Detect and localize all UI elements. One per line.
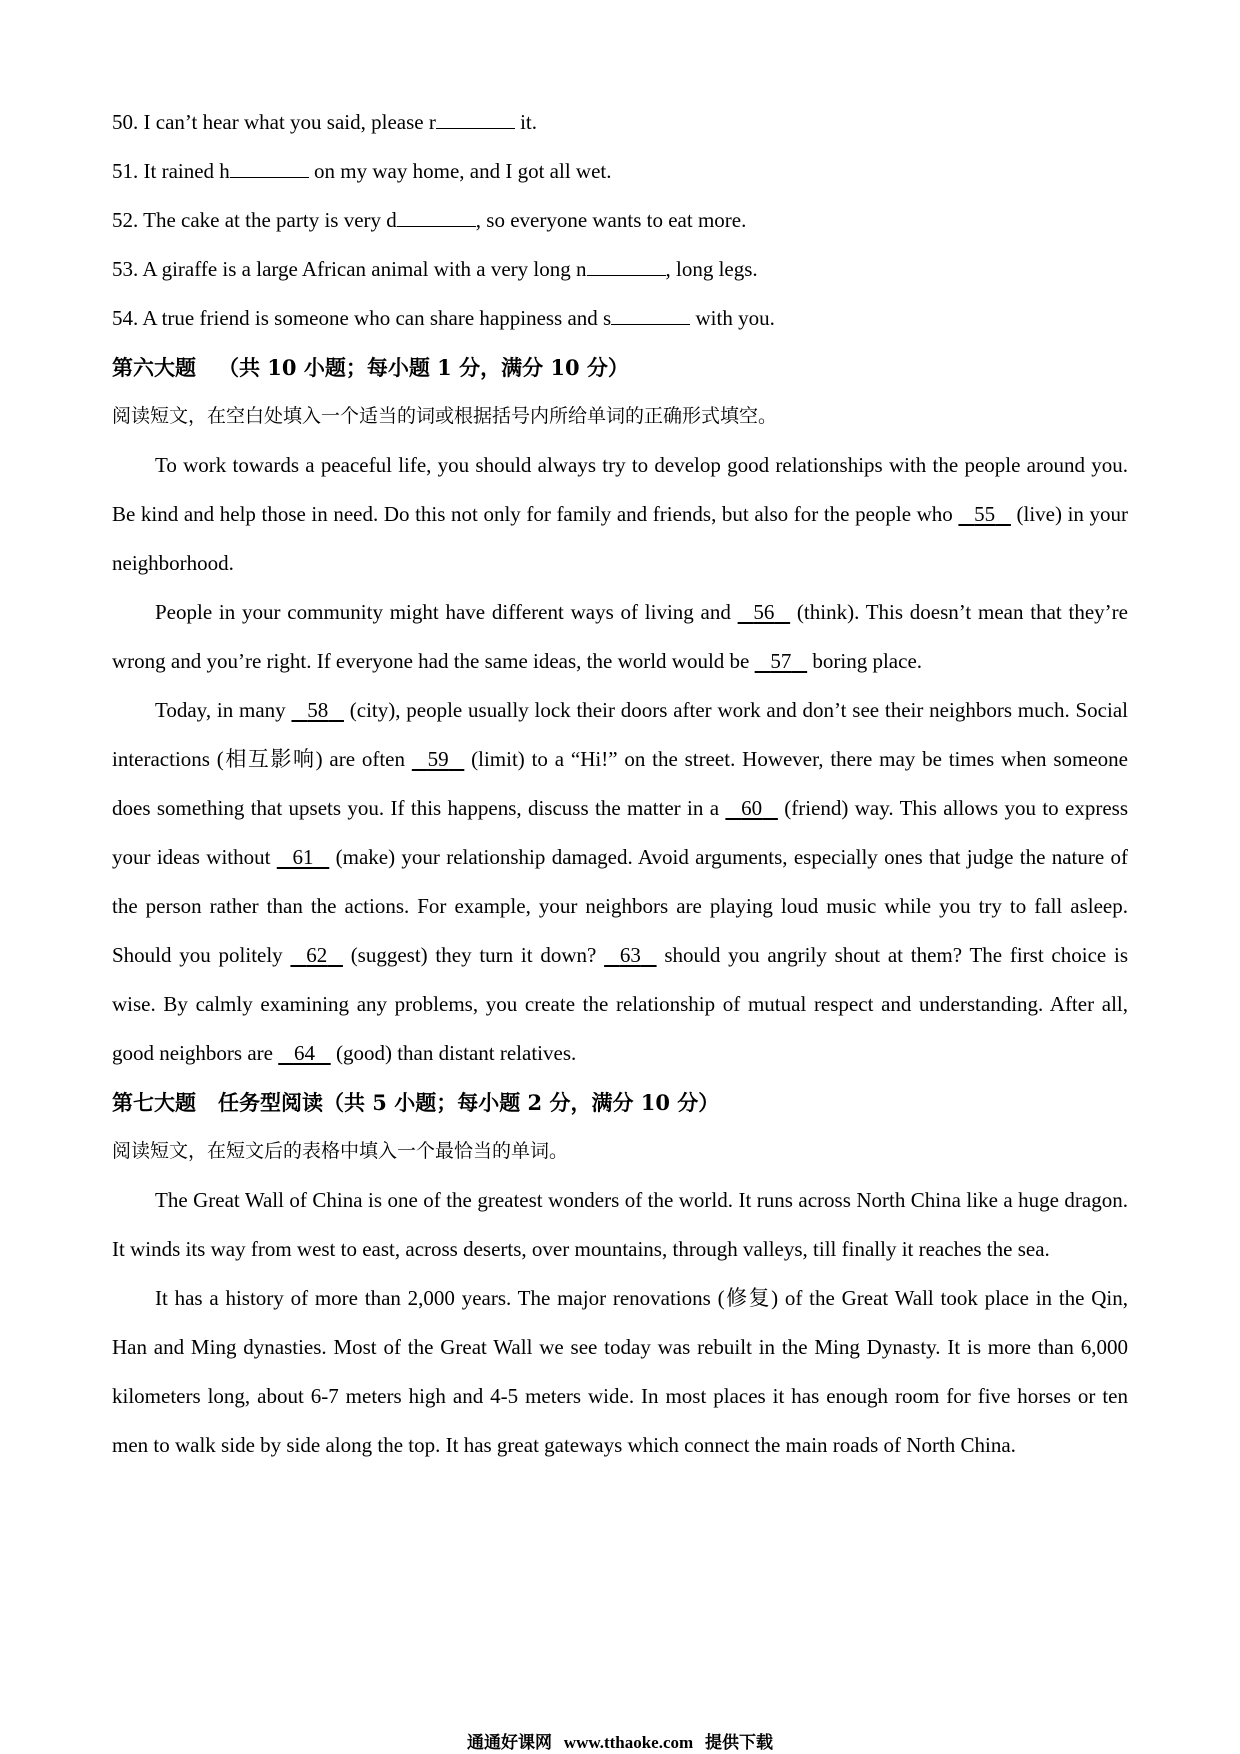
blank-57: 57 [770,649,792,673]
section7-instruction: 阅读短文，在短文后的表格中填入一个最恰当的单词。 [112,1140,569,1162]
blank-56: 56 [753,600,775,624]
blank-58: 58 [307,698,329,722]
section6-heading: 第六大题 （共 10 小题；每小题 1 分，满分 10 分） [112,355,629,380]
blank-64: 64 [293,1041,315,1065]
answer-blank [230,159,309,178]
answer-blank [397,208,476,227]
question-51: 51. It rained h on my way home, and I got all wet. [112,159,612,183]
blank-55: 55 [974,502,996,526]
section6-instruction: 阅读短文，在空白处填入一个适当的词或根据括号内所给单词的正确形式填空。 [112,405,778,427]
question-50: 50. I can’t hear what you said, please r it. [112,110,538,134]
page-content [112,98,1128,1470]
answer-blank [611,306,690,325]
answer-blank [436,110,515,129]
paragraph-1: To work towards a peaceful life, you should always try to develop good relationships with the people around you. Be kind and help those in need. Do this not only for family and friends, but also for the people who 55 (live) in your neighborhood. [112,453,1128,575]
paragraph-1: The Great Wall of China is one of the greatest wonders of the world. It runs across North China like a huge dragon. It winds its way from west to east, across deserts, over mountains, through valleys, till finally it reaches the sea. [112,1188,1128,1261]
section7-heading: 第七大题 任务型阅读（共 5 小题；每小题 2 分，满分 10 分） [112,1090,720,1115]
page-footer: 通通好课网 www.tthaoke.com 提供下载 [466,1733,774,1753]
blank-62: 62 [306,943,328,967]
blank-63: 63 [619,943,641,967]
question-53: 53. A giraffe is a large African animal with a very long n , long legs. [112,257,758,281]
footer-url[interactable]: www.tthaoke.com [563,1733,694,1752]
blank-60: 60 [741,796,763,820]
section6-passage [112,441,1128,1078]
question-52: 52. The cake at the party is very d , so everyone wants to eat more. [112,208,747,232]
question-54: 54. A true friend is someone who can share happiness and s with you. [112,306,775,330]
blank-59: 59 [427,747,449,771]
paragraph-2: People in your community might have different ways of living and 56 (think). This doesn’t mean that they’re wrong and you’re right. If everyone had the same ideas, the world would be 57 boring place. [112,588,1128,686]
paragraph-2: It has a history of more than 2,000 years. The major renovations (修复) of the Great Wall took place in the Qin, Han and Ming dynasties. Most of the Great Wall we see today was rebuilt in the Ming Dynasty. It is more than 6,000 kilometers long, about 6-7 meters high and 4-5 meters wide. In most places it has enough room for five horses or ten men to walk side by side along the top. It has great gateways which connect the main roads of North China. [112,1286,1128,1457]
answer-blank [587,257,666,276]
section7-passage [112,1176,1128,1470]
paragraph-3: Today, in many 58 (city), people usually lock their doors after work and don’t see their neighbors much. Social interactions (相互影响) are often 59 (limit) to a “Hi!” on the street. However, there may be times when someone does something that upsets you. If this happens, discuss the matter in a 60 (friend) way. This allows you to express your ideas without 61 (make) your relationship damaged. Avoid arguments, especially ones that judge the nature of the person rather than the actions. For example, your neighbors are playing loud music while you try to fall asleep. Should you politely 62 (suggest) they turn it down? 63 should you angrily shout at them? The first choice is wise. By calmly examining any problems, you create the relationship of mutual respect and understanding. After all, good neighbors are 64 (good) than distant relatives. [112,686,1128,1078]
blank-61: 61 [292,845,314,869]
